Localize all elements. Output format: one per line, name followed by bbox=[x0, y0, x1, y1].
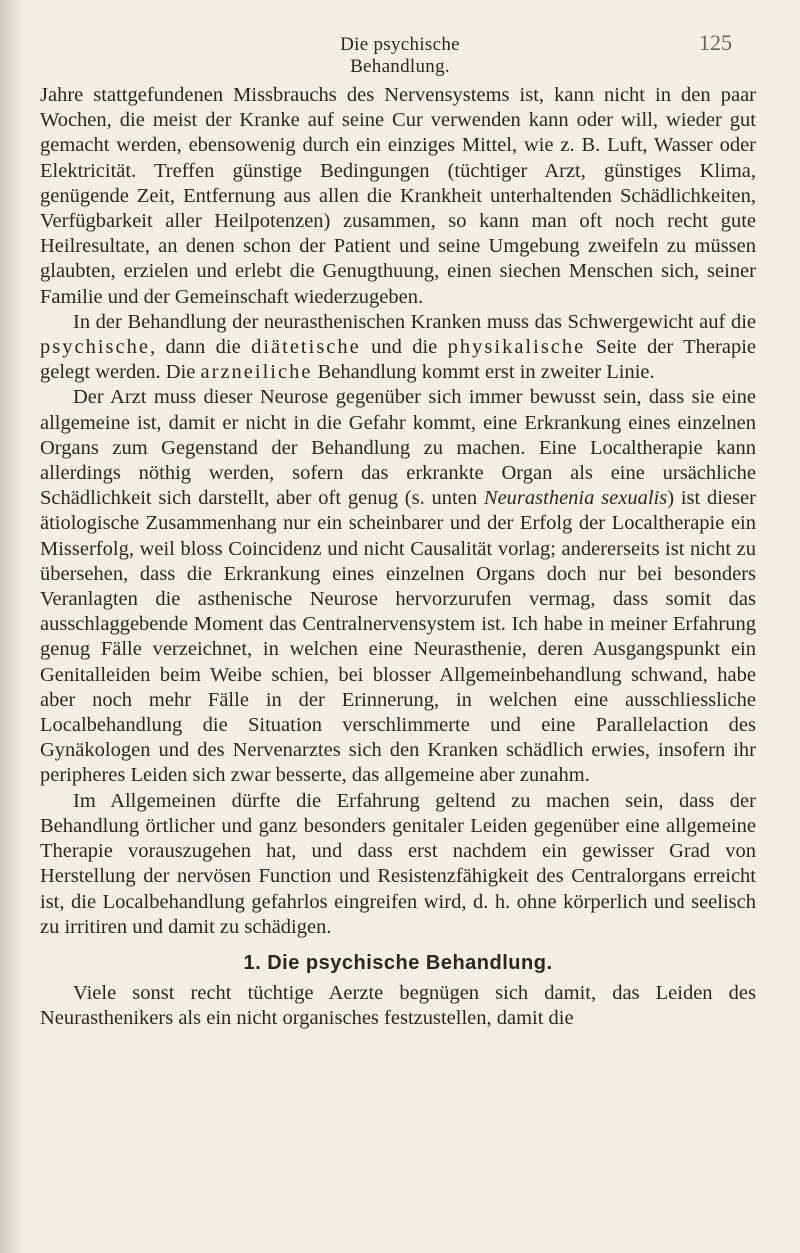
page-edge-shadow bbox=[0, 0, 24, 1253]
running-title: Die psychische Behandlung. bbox=[340, 34, 460, 77]
paragraph-3 bbox=[40, 385, 756, 788]
page-number: 125 bbox=[699, 30, 732, 55]
paragraph-1: Jahre stattgefundenen Missbrauchs des Nervensystems ist, kann nicht in den paar Wochen, die meist der Kranke auf seine Cur verwenden kann oder will, wieder gut gemacht werden, ebensowenig durch ein einziges Mittel, wie z. B. Luft, Wasser oder Elektricität. Treffen günstige Bedingungen (tüchtiger Arzt, günstiges Klima, genügende Zeit, Entfernung aus allen die Krankheit unterhaltenden Schädlichkeiten, Verfügbarkeit aller Heilpotenzen) zusammen, so kann man oft noch recht gute Heilresultate, an denen schon der Patient und seine Umgebung zweifeln zu müssen glaubten, erzielen und erlebt die Genugthuung, einen siechen Menschen sich, seiner Familie und der Gemeinschaft wiederzugeben. bbox=[40, 84, 756, 308]
paragraph-4: Im Allgemeinen dürfte die Erfahrung geltend zu machen sein, dass der Behandlung örtlicher und ganz besonders genitaler Leiden gegenüber eine allgemeine Therapie vorauszugehen hat, und dass erst nachdem ein gewisser Grad von Herstellung der nervösen Function und Resistenzfähigkeit des Centralorgans erreicht ist, die Localbehandlung gefahrlos eingreifen wird, d. h. ohne körperlich und seelisch zu irritiren und damit zu schädigen. bbox=[40, 789, 756, 938]
section-heading: 1. Die psychische Behandlung. bbox=[243, 951, 553, 974]
paragraph-2-text-a: In der Behandlung der neurasthenischen Kranken muss das Schwergewicht auf die bbox=[73, 310, 756, 333]
paragraph-2 bbox=[40, 310, 756, 386]
paragraph-2-text-g: Seite der Therapie gelegt werden. Die bbox=[40, 336, 756, 384]
paragraph-5: Viele sonst recht tüchtige Aerzte begnügen sich damit, das Leiden des Neurasthenikers als ein nicht organisches festzustellen, damit die bbox=[40, 982, 756, 1030]
paragraph-2-text-c: , dann die bbox=[149, 336, 252, 359]
term-neurasthenia-sexualis: Neurasthenia sexualis bbox=[483, 487, 668, 510]
paragraph-2-text-i: Behandlung kommt erst in zweiter Linie. bbox=[312, 361, 655, 384]
paragraph-2-text-e: und die bbox=[360, 336, 448, 359]
term-physikalische: physikalische bbox=[447, 336, 586, 359]
term-arzneiliche: arzneiliche bbox=[200, 361, 313, 384]
paragraph-3-text-c: ) ist dieser ätiologische Zusammenhang nur ein scheinbarer und der Erfolg der Localtherapie ein Misserfolg, weil bloss Coincidenz und nicht Causalität vorlag; andererseits ist nicht zu übersehen, dass die Erkrankung eines einzelnen Organs doch nur bei besonders Veranlagten die asthenische Neurose hervorzurufen vermag, dass somit das ausschlaggebende Moment das Centralnervensystem ist. Ich habe in meiner Erfahrung genug Fälle verzeichnet, in welchen eine Neurasthenie, deren Ausgangspunkt ein Genitalleiden beim Weibe schien, bei blosser Allgemeinbehandlung schwand, habe aber noch mehr Fälle in der Erinnerung, in welchen eine ausschliessliche Localbehandlung die Situation verschlimmerte und eine Parallelaction des Gynäkologen und des Nervenarztes sich den Kranken schädlich erwies, insofern ihr peripheres Leiden sich zwar besserte, das allgemeine aber zunahm. bbox=[40, 487, 756, 787]
term-diaetetische: diätetische bbox=[251, 336, 361, 359]
body-text bbox=[40, 83, 756, 1032]
paragraph-3-text-a: Der Arzt muss dieser Neurose gegenüber sich immer bewusst sein, dass sie eine allgemeine ist, damit er nicht in die Gefahr kommt, eine Erkrankung eines einzelnen Organs zum Gegenstand der Behandlung zu machen. Eine Localtherapie kann allerdings nöthig werden, sofern das erkrankte Organ als eine ursächliche Schädlichkeit sich darstellt, aber oft genug (s. unten bbox=[40, 386, 756, 510]
term-psychische: psychische bbox=[40, 336, 150, 359]
running-head bbox=[0, 30, 800, 77]
